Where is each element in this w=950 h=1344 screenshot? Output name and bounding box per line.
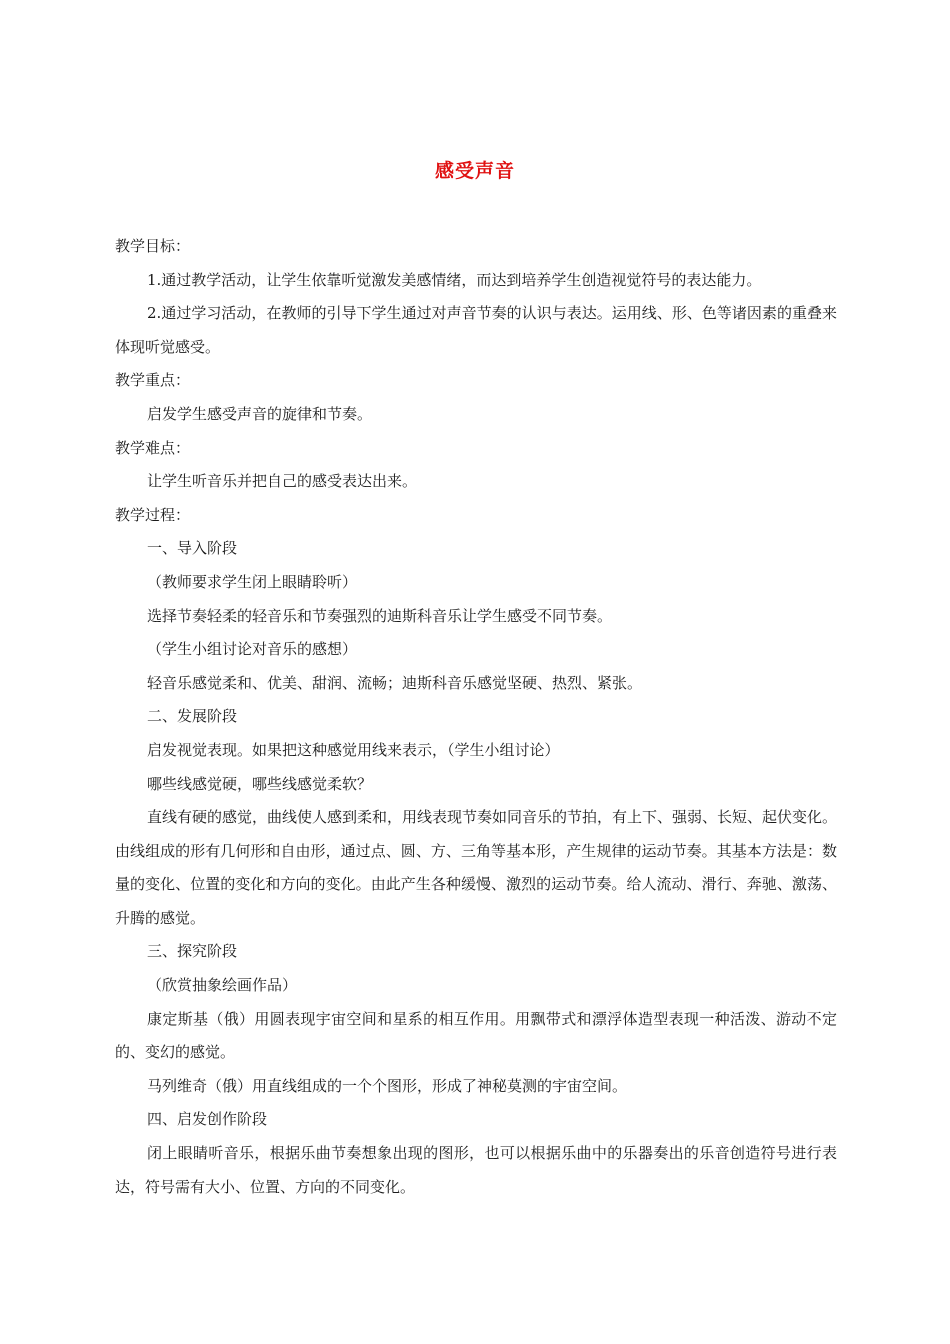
stage4-title: 四、启发创作阶段 [147, 1110, 268, 1129]
stage2-title: 二、发展阶段 [147, 707, 238, 726]
stage3-text2: 马列维奇（俄）用直线组成的一个个图形，形成了神秘莫测的宇宙空间。 [147, 1076, 628, 1095]
stage4-text1: 闭上眼睛听音乐，根据乐曲节奏想象出现的图形，也可以根据乐曲中的乐器奏出的乐音创造符号进行表达，符号需有大小、位置、方向的不同变化。 [115, 1144, 837, 1196]
difficulty-heading: 教学难点： [115, 438, 191, 457]
stage1-text2: 轻音乐感觉柔和、优美、甜润、流畅；迪斯科音乐感觉坚硬、热烈、紧张。 [147, 673, 643, 692]
stage2-text1: 启发视觉表现。如果把这种感觉用线来表示，（学生小组讨论） [147, 740, 560, 759]
key-text: 启发学生感受声音的旋律和节奏。 [147, 404, 373, 423]
page-title: 感受声音 [434, 160, 515, 182]
stage3-note: （欣赏抽象绘画作品） [147, 976, 298, 995]
stage1-title: 一、导入阶段 [147, 539, 238, 558]
difficulty-text: 让学生听音乐并把自己的感受表达出来。 [147, 472, 418, 491]
stage2-text2: 哪些线感觉硬，哪些线感觉柔软？ [147, 774, 373, 793]
objective-1: 1.通过教学活动，让学生依靠听觉激发美感情绪，而达到培养学生创造视觉符号的表达能力。 [147, 270, 762, 289]
key-heading: 教学重点： [115, 371, 191, 390]
stage2-text3: 直线有硬的感觉，曲线使人感到柔和，用线表现节奏如同音乐的节拍，有上下、强弱、长短、起伏变化。由线组成的形有几何形和自由形，通过点、圆、方、三角等基本形，产生规律的运动节奏。其基本方法是：数量的变化、位置的变化和方向的变化。由此产生各种缓慢、激烈的运动节奏。给人流动、滑行、奔驰、激荡、升腾的感觉。 [115, 808, 838, 927]
stage3-text1: 康定斯基（俄）用圆表现宇宙空间和星系的相互作用。用飘带式和漂浮体造型表现一种活泼、游动不定的、变幻的感觉。 [115, 1009, 837, 1062]
objective-2: 2.通过学习活动，在教师的引导下学生通过对声音节奏的认识与表达。运用线、形、色等诸因素的重叠来体现听觉感受。 [115, 304, 837, 356]
process-heading: 教学过程： [115, 505, 191, 524]
objectives-heading: 教学目标： [115, 237, 191, 255]
stage3-title: 三、探究阶段 [147, 942, 238, 961]
document-body [115, 230, 837, 1204]
stage1-note2: （学生小组讨论对音乐的感想） [147, 640, 358, 659]
stage1-note1: （教师要求学生闭上眼睛聆听） [147, 572, 358, 591]
stage1-text1: 选择节奏轻柔的轻音乐和节奏强烈的迪斯科音乐让学生感受不同节奏。 [147, 606, 613, 625]
